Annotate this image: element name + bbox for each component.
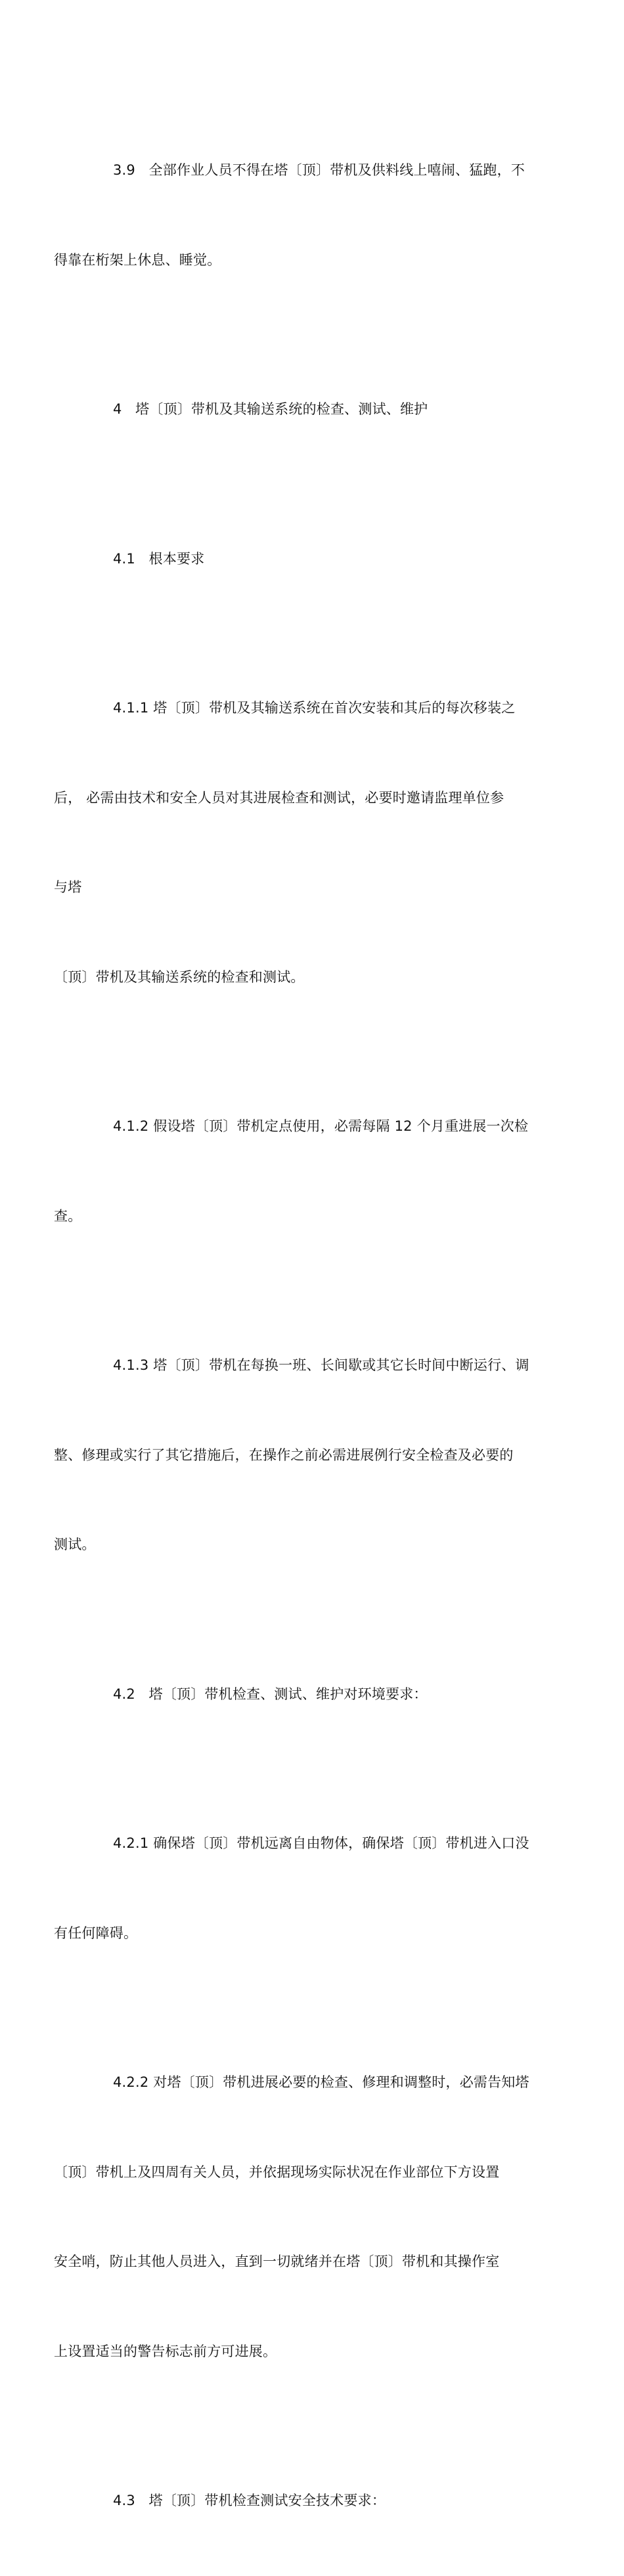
paragraph-4-1-2 — [54, 1052, 556, 1291]
paragraph-line: 4.2.1 确保塔〔顶〕带机远离自由物体，确保塔〔顶〕带机进入口没 — [113, 1835, 529, 1851]
paragraph-line: 4 塔〔顶〕带机及其输送系统的检查、测试、维护 — [113, 401, 428, 417]
paragraph-line: 4.1 根本要求 — [113, 550, 205, 567]
paragraph-line: 3.9 全部作业人员不得在塔〔顶〕带机及供料线上嘻闹、猛跑，不 — [113, 162, 525, 178]
document-body — [54, 96, 556, 2576]
paragraph-line: 〔顶〕带机上及四周有关人员，并依据现场实际状况在作业部位下方设置 — [54, 2164, 500, 2180]
paragraph-3-9 — [54, 96, 556, 335]
paragraph-line: 4.1.3 塔〔顶〕带机在每换一班、长间歇或其它长时间中断运行、调 — [113, 1357, 529, 1373]
paragraph-line: 4.1.2 假设塔〔顶〕带机定点使用，必需每隔 12 个月重进展一次检 — [113, 1118, 529, 1134]
paragraph-4-1-3 — [54, 1291, 556, 1620]
paragraph-line: 4.3 塔〔顶〕带机检查测试安全技术要求： — [113, 2493, 386, 2508]
paragraph-line: 4.2.2 对塔〔顶〕带机进展必要的检查、修理和调整时，必需告知塔 — [113, 2074, 529, 2090]
paragraph-line: 整、修理或实行了其它措施后，在操作之前必需进展例行安全检查及必要的 — [54, 1447, 514, 1463]
paragraph-line: 得靠在桁架上休息、睡觉。 — [54, 251, 221, 268]
paragraph-line: 4.1.1 塔〔顶〕带机及其输送系统在首次安装和其后的每次移装之 — [113, 700, 516, 716]
paragraph-line: 〔顶〕带机及其输送系统的检查和测试。 — [54, 969, 305, 985]
paragraph-line: 测试。 — [54, 1537, 96, 1552]
paragraph-line: 4.2 塔〔顶〕带机检查、测试、维护对环境要求： — [113, 1686, 428, 1702]
paragraph-line: 查。 — [54, 1208, 82, 1224]
paragraph-4-2-1 — [54, 1769, 556, 2008]
paragraph-4-1-1 — [54, 634, 556, 1052]
section-heading-4 — [83, 335, 556, 485]
paragraph-line: 安全哨，防止其他人员进入，直到一切就绪并在塔〔顶〕带机和其操作室 — [54, 2254, 500, 2269]
paragraph-line: 有任何障碍。 — [54, 1925, 138, 1941]
paragraph-line: 上设置适当的警告标志前方可进展。 — [54, 2343, 277, 2359]
paragraph-4-2-2 — [54, 2008, 556, 2426]
paragraph-line: 后， 必需由技术和安全人员对其进展检查和测试，必要时邀请监理单位参 — [54, 789, 504, 806]
section-heading-4-2 — [83, 1620, 556, 1770]
paragraph-line: 与塔 — [54, 879, 82, 895]
section-heading-4-3 — [83, 2426, 556, 2576]
section-heading-4-1 — [83, 485, 556, 634]
